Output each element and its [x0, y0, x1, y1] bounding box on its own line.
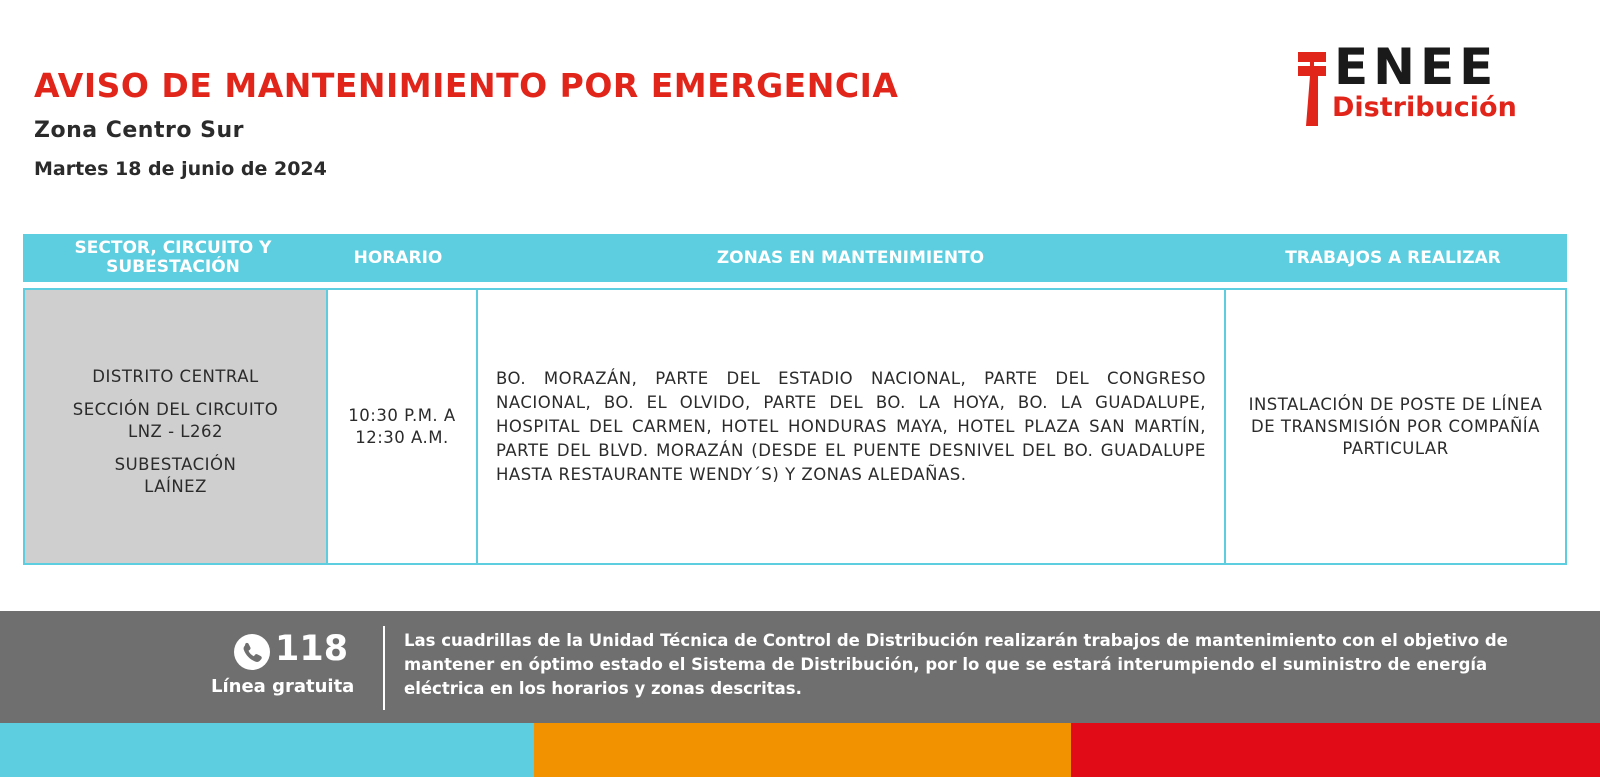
- enee-logo: [1296, 38, 1560, 130]
- cell-zonas: [476, 288, 1226, 565]
- footer-divider: [383, 626, 385, 710]
- header-zonas: ZONAS EN MANTENIMIENTO: [716, 247, 985, 268]
- cell-sector: [23, 288, 328, 565]
- sector-circuit-code: LNZ - L262: [128, 422, 223, 441]
- header-sector: SECTOR, CIRCUITO Y SUBESTACIÓN: [74, 238, 272, 277]
- sector-district: DISTRITO CENTRAL: [92, 367, 259, 386]
- phone-number: 118: [275, 629, 349, 669]
- footer-band: [0, 611, 1600, 723]
- logo-brand-text: ENEE: [1334, 38, 1499, 96]
- enee-logo-mark: [1296, 46, 1328, 126]
- header-trabajos: TRABAJOS A REALIZAR: [1285, 247, 1501, 268]
- table-row: [23, 288, 1567, 569]
- stripe-cyan: [0, 723, 534, 777]
- phone-icon: [233, 633, 271, 671]
- zone-subtitle: Zona Centro Sur: [34, 118, 244, 143]
- table-header: [23, 234, 1567, 282]
- sector-circuit-label: SECCIÓN DEL CIRCUITO: [72, 400, 279, 419]
- horario-start: 10:30 P.M. A: [348, 405, 456, 425]
- horario-end: 12:30 A.M.: [355, 427, 449, 447]
- cell-horario: [326, 288, 478, 565]
- sector-substation-name: LAÍNEZ: [144, 477, 207, 496]
- logo-division-text: Distribución: [1332, 92, 1517, 123]
- footer-message: Las cuadrillas de la Unidad Técnica de Control de Distribución realizarán trabajos de mantenimiento con el objetivo de mantener en óptimo estado el Sistema de Distribución, por lo que se estará interumpiendo el suministro de energía eléctrica en los horarios y zonas descritas.: [404, 631, 1508, 698]
- stripe-orange: [534, 723, 1071, 777]
- phone-label: Línea gratuita: [211, 676, 355, 697]
- date-label: Martes 18 de junio de 2024: [34, 158, 327, 180]
- page-title: AVISO DE MANTENIMIENTO POR EMERGENCIA: [34, 66, 899, 105]
- stripe-red: [1071, 723, 1600, 777]
- trabajos-text: INSTALACIÓN DE POSTE DE LÍNEA DE TRANSMISIÓN POR COMPAÑÍA PARTICULAR: [1248, 394, 1543, 458]
- zonas-text: BO. MORAZÁN, PARTE DEL ESTADIO NACIONAL, PARTE DEL CONGRESO NACIONAL, BO. EL OLVIDO, PARTE DEL BO. LA HOYA, BO. LA GUADALUPE, HOSPITAL DEL CARMEN, HOTEL HONDURAS MAYA, HOTEL PLAZA SAN MARTÍN, PARTE DEL BLVD. MORAZÁN (DESDE EL PUENTE DESNIVEL DEL BO. GUADALUPE HASTA RESTAURANTE WENDY´S) Y ZONAS ALEDAÑAS.: [496, 368, 1206, 484]
- cell-trabajos: [1224, 288, 1567, 565]
- sector-substation-label: SUBESTACIÓN: [114, 455, 237, 474]
- header-horario: HORARIO: [353, 247, 443, 268]
